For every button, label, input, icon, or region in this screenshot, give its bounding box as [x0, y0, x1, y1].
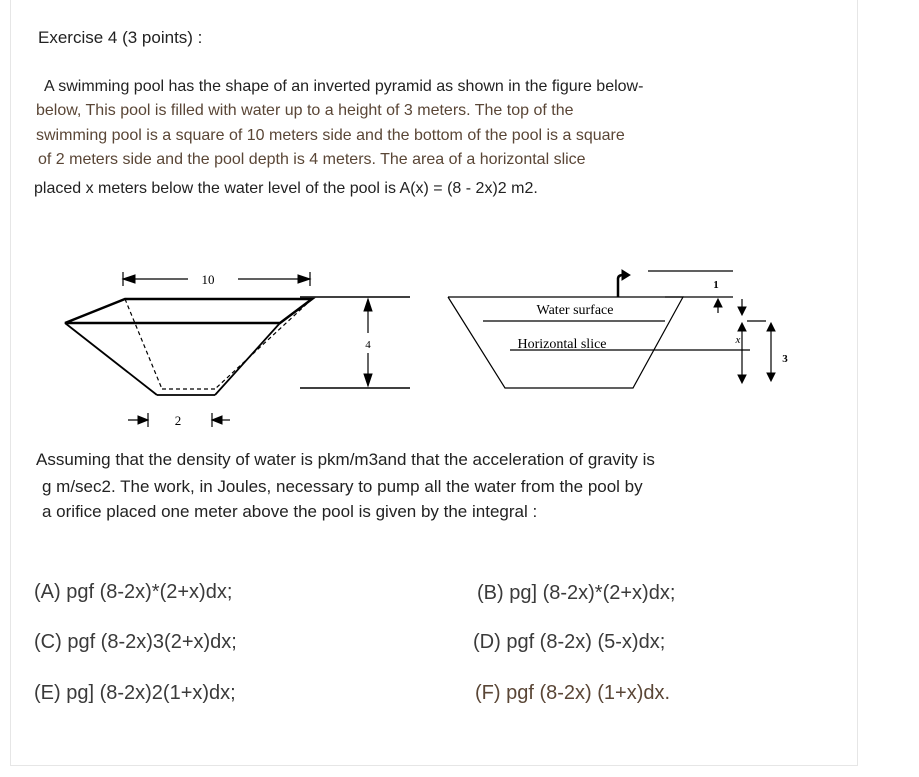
bottom-side-label: 2 — [174, 413, 182, 428]
pyramid-diagram — [65, 272, 410, 427]
problem-line-2: below, This pool is filled with water up to a height of 3 meters. The top of the — [36, 102, 574, 119]
option-c[interactable]: (C) pgf (8-2x)3(2+x)dx; — [34, 631, 237, 653]
option-d[interactable]: (D) pgf (8-2x) (5-x)dx; — [473, 631, 666, 653]
option-f[interactable]: (F) pgf (8-2x) (1+x)dx. — [475, 682, 671, 704]
problem-line-4: of 2 meters side and the pool depth is 4 meters. The area of a horizontal slice — [38, 151, 586, 168]
water-height-label: 3 — [782, 353, 788, 365]
gap-label: 1 — [713, 279, 719, 291]
question-line-1: Assuming that the density of water is pkm/m3and that the acceleration of gravity is — [36, 450, 655, 469]
option-e[interactable]: (E) pg] (8-2x)2(1+x)dx; — [34, 682, 236, 704]
option-a[interactable]: (A) pgf (8-2x)*(2+x)dx; — [34, 581, 233, 603]
problem-line-1: A swimming pool has the shape of an inverted pyramid as shown in the figure below- — [44, 78, 644, 95]
problem-line-3: swimming pool is a square of 10 meters side and the bottom of the pool is a square — [36, 127, 625, 144]
exercise-title: Exercise 4 (3 points) : — [38, 28, 203, 47]
horizontal-slice-label: Horizontal slice — [517, 337, 607, 352]
top-side-label: 10 — [201, 272, 215, 287]
question-line-2: g m/sec2. The work, in Joules, necessary to pump all the water from the pool by — [42, 477, 643, 496]
depth-label: 4 — [365, 339, 371, 351]
cross-section-diagram — [448, 270, 775, 388]
pool-figure — [50, 255, 800, 435]
x-label: x — [735, 334, 741, 346]
option-b[interactable]: (B) pg] (8-2x)*(2+x)dx; — [477, 582, 676, 604]
question-line-3: a orifice placed one meter above the pool is given by the integral : — [42, 502, 538, 521]
water-surface-label: Water surface — [536, 303, 614, 318]
problem-line-5: placed x meters below the water level of the pool is A(x) = (8 - 2x)2 m2. — [34, 180, 538, 197]
